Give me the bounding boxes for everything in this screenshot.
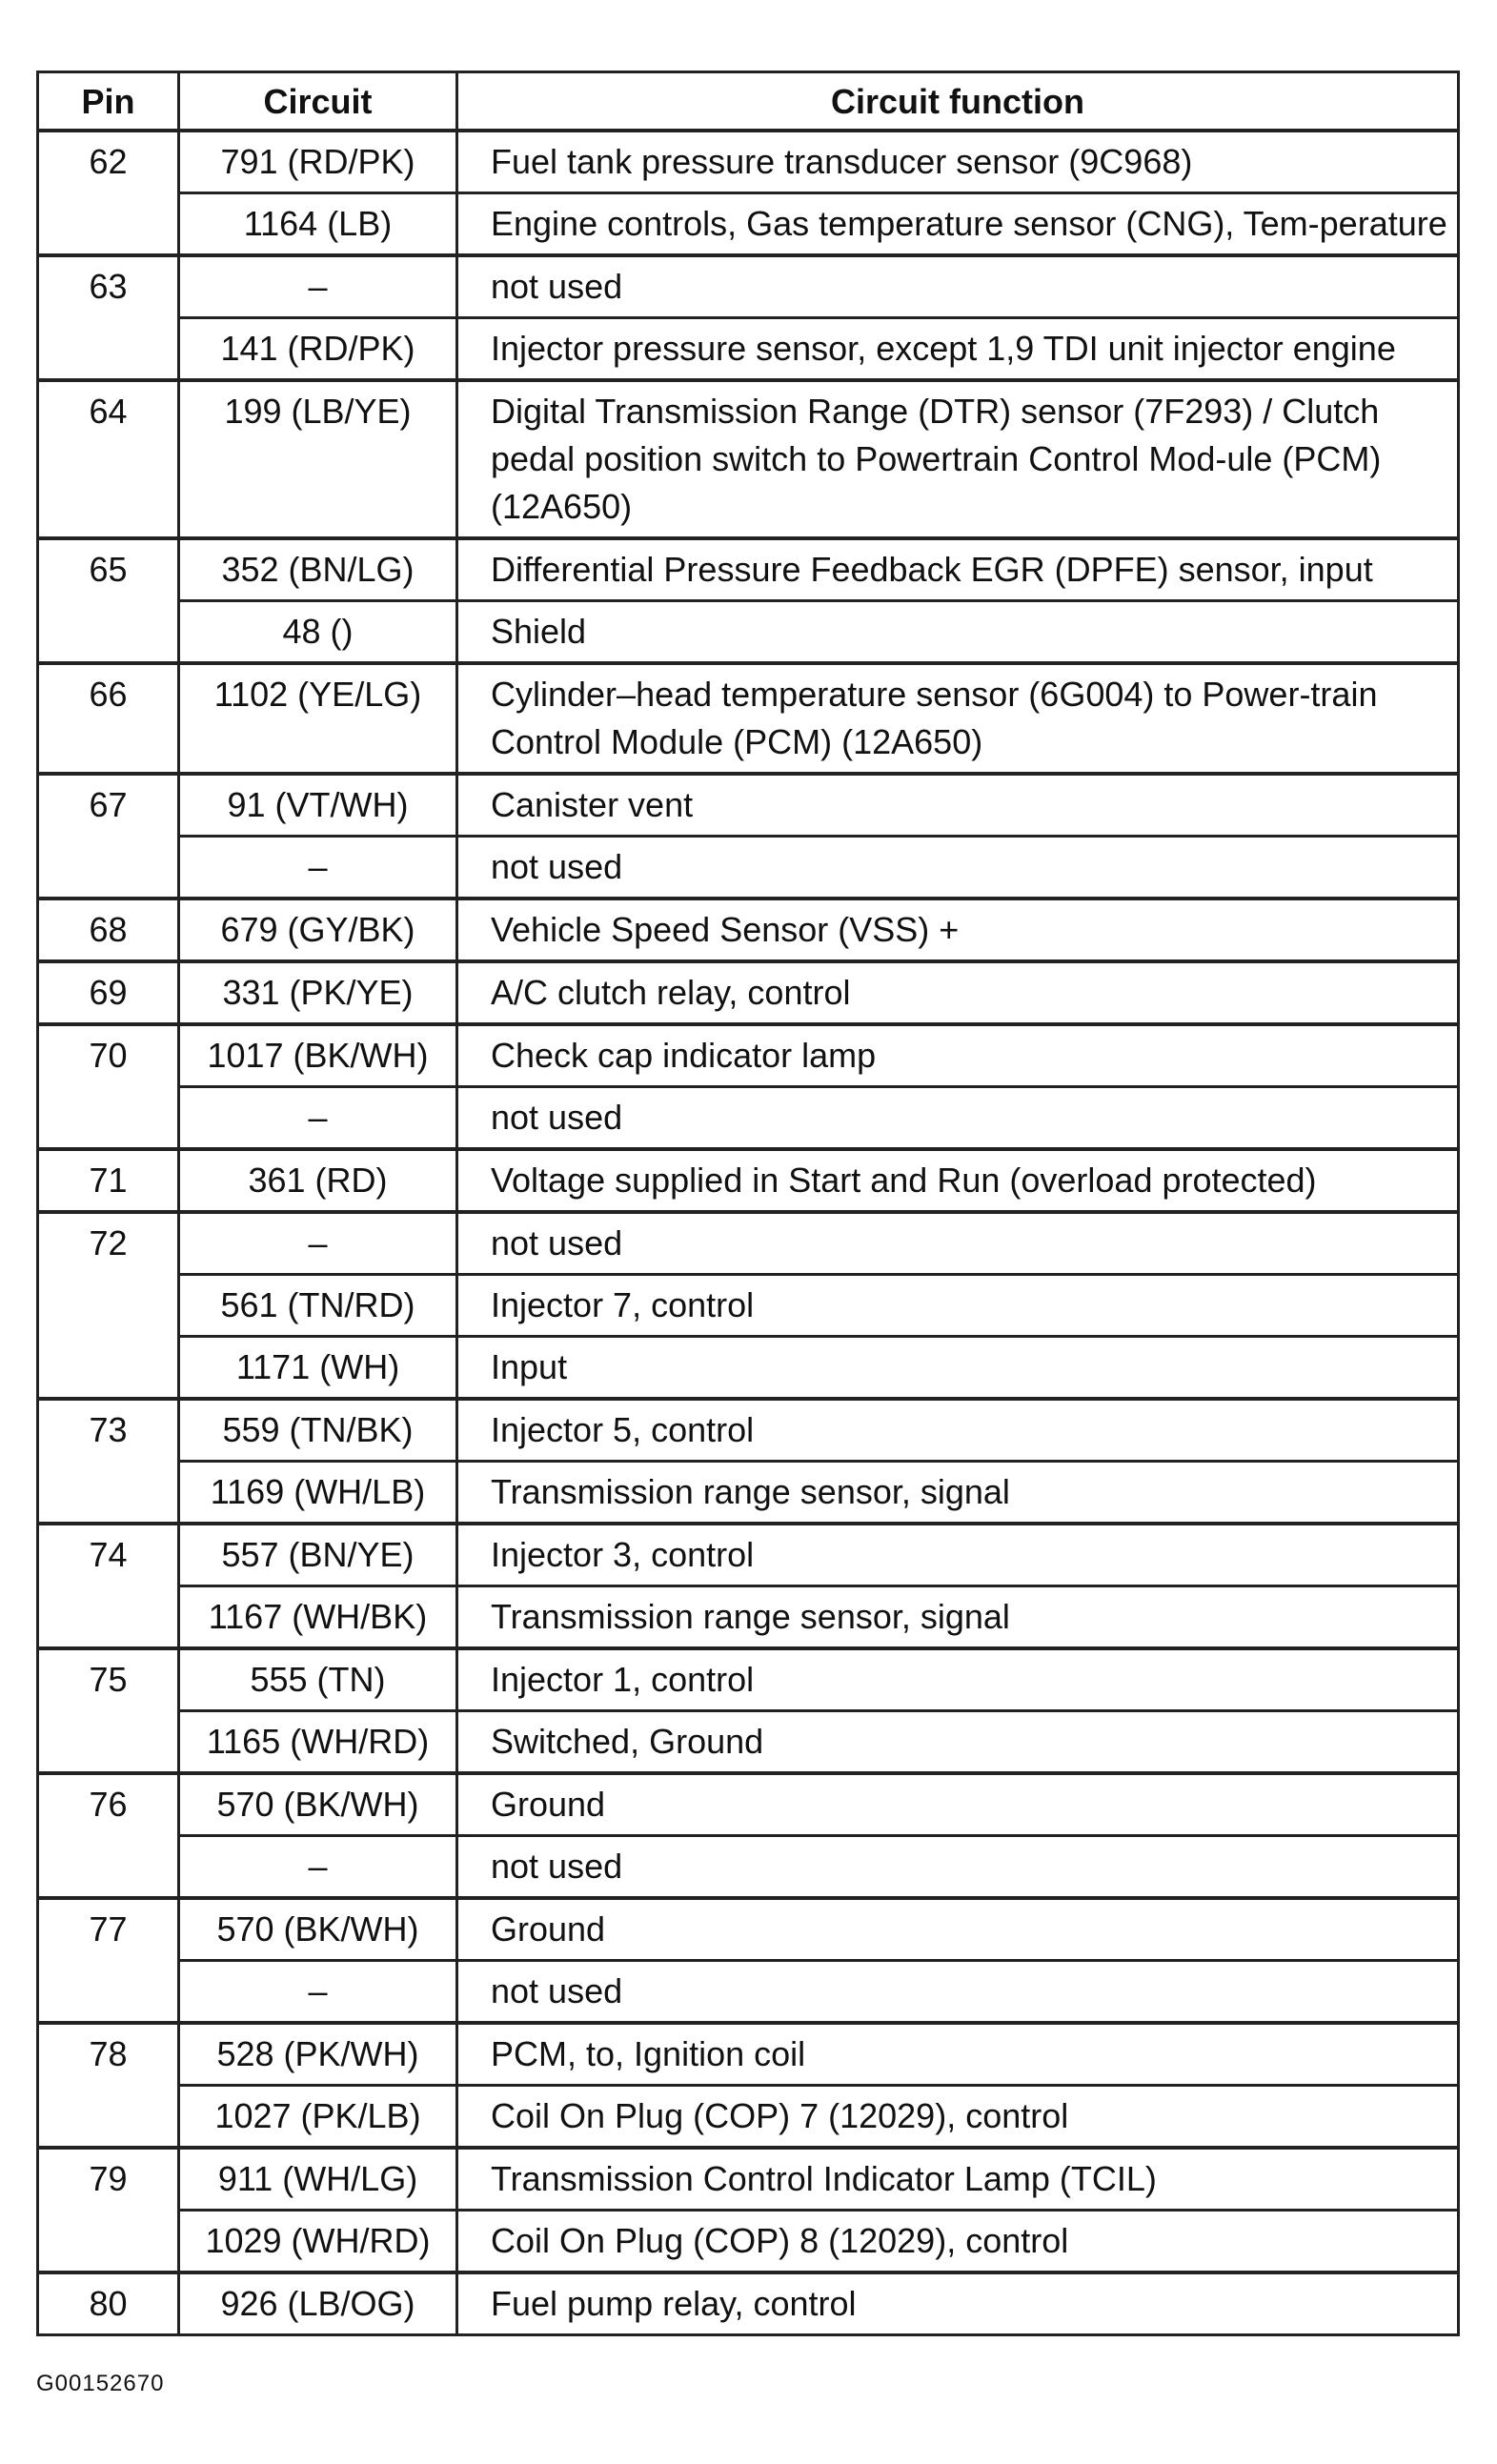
table-row bbox=[38, 2148, 1459, 2211]
circuit-code: 570 (BK/WH) bbox=[179, 1773, 457, 1836]
table-row bbox=[38, 961, 1459, 1024]
circuit-code: 1102 (YE/LG) bbox=[179, 663, 457, 774]
pin-number: 80 bbox=[38, 2272, 179, 2335]
circuit-code: – bbox=[179, 1212, 457, 1275]
table-row bbox=[38, 538, 1459, 601]
circuit-code: 559 (TN/BK) bbox=[179, 1399, 457, 1462]
table-row bbox=[38, 899, 1459, 961]
circuit-function: Engine controls, Gas temperature sensor (CNG), Tem-perature bbox=[457, 193, 1459, 256]
table-row bbox=[38, 1836, 1459, 1899]
circuit-function: not used bbox=[457, 255, 1459, 318]
pin-assignment-table bbox=[36, 71, 1460, 2336]
table-row bbox=[38, 1773, 1459, 1836]
table-row bbox=[38, 1898, 1459, 1961]
table-row bbox=[38, 2272, 1459, 2335]
circuit-code: 557 (BN/YE) bbox=[179, 1524, 457, 1586]
circuit-function: Check cap indicator lamp bbox=[457, 1024, 1459, 1087]
circuit-function: Injector 1, control bbox=[457, 1648, 1459, 1711]
table-row bbox=[38, 1648, 1459, 1711]
table-row bbox=[38, 1087, 1459, 1150]
pin-number: 67 bbox=[38, 774, 179, 899]
pin-number: 78 bbox=[38, 2023, 179, 2148]
table-row bbox=[38, 1711, 1459, 1774]
circuit-function: Differential Pressure Feedback EGR (DPFE) sensor, input bbox=[457, 538, 1459, 601]
circuit-function: Injector 7, control bbox=[457, 1275, 1459, 1337]
pin-number: 65 bbox=[38, 538, 179, 663]
table-row bbox=[38, 663, 1459, 774]
circuit-code: – bbox=[179, 1087, 457, 1150]
table-row bbox=[38, 2023, 1459, 2086]
table-row bbox=[38, 131, 1459, 193]
circuit-code: 911 (WH/LG) bbox=[179, 2148, 457, 2211]
circuit-code: 555 (TN) bbox=[179, 1648, 457, 1711]
circuit-code: 926 (LB/OG) bbox=[179, 2272, 457, 2335]
pin-number: 66 bbox=[38, 663, 179, 774]
header-pin: Pin bbox=[38, 72, 179, 131]
pin-number: 64 bbox=[38, 380, 179, 538]
table-row bbox=[38, 1399, 1459, 1462]
circuit-function: Injector 5, control bbox=[457, 1399, 1459, 1462]
circuit-function: Transmission Control Indicator Lamp (TCIL) bbox=[457, 2148, 1459, 2211]
table-row bbox=[38, 837, 1459, 899]
circuit-code: 528 (PK/WH) bbox=[179, 2023, 457, 2086]
table-row bbox=[38, 1149, 1459, 1212]
circuit-code: 199 (LB/YE) bbox=[179, 380, 457, 538]
circuit-function: Coil On Plug (COP) 8 (12029), control bbox=[457, 2211, 1459, 2273]
circuit-function: Injector pressure sensor, except 1,9 TDI unit injector engine bbox=[457, 318, 1459, 381]
circuit-code: 679 (GY/BK) bbox=[179, 899, 457, 961]
circuit-function: Voltage supplied in Start and Run (overload protected) bbox=[457, 1149, 1459, 1212]
circuit-code: 1027 (PK/LB) bbox=[179, 2086, 457, 2149]
header-row bbox=[38, 72, 1459, 131]
table-row bbox=[38, 1212, 1459, 1275]
table-row bbox=[38, 255, 1459, 318]
pin-number: 63 bbox=[38, 255, 179, 380]
circuit-function: Fuel pump relay, control bbox=[457, 2272, 1459, 2335]
pin-number: 68 bbox=[38, 899, 179, 961]
table-row bbox=[38, 380, 1459, 538]
circuit-function: Input bbox=[457, 1337, 1459, 1400]
pin-number: 71 bbox=[38, 1149, 179, 1212]
circuit-function: Injector 3, control bbox=[457, 1524, 1459, 1586]
pin-number: 62 bbox=[38, 131, 179, 255]
circuit-code: 48 () bbox=[179, 601, 457, 664]
header-circuit-function: Circuit function bbox=[457, 72, 1459, 131]
circuit-function: PCM, to, Ignition coil bbox=[457, 2023, 1459, 2086]
table-row bbox=[38, 1275, 1459, 1337]
circuit-function: not used bbox=[457, 1087, 1459, 1150]
circuit-function: Fuel tank pressure transducer sensor (9C968) bbox=[457, 131, 1459, 193]
circuit-function: A/C clutch relay, control bbox=[457, 961, 1459, 1024]
circuit-code: 361 (RD) bbox=[179, 1149, 457, 1212]
circuit-code: 1164 (LB) bbox=[179, 193, 457, 256]
table-row bbox=[38, 1524, 1459, 1586]
pin-table-body bbox=[38, 131, 1459, 2335]
circuit-code: – bbox=[179, 837, 457, 899]
table-row bbox=[38, 1961, 1459, 2024]
circuit-function: Canister vent bbox=[457, 774, 1459, 837]
circuit-code: – bbox=[179, 1961, 457, 2024]
circuit-code: 91 (VT/WH) bbox=[179, 774, 457, 837]
circuit-code: – bbox=[179, 255, 457, 318]
table-row bbox=[38, 2211, 1459, 2273]
circuit-function: Transmission range sensor, signal bbox=[457, 1586, 1459, 1649]
circuit-function: not used bbox=[457, 837, 1459, 899]
circuit-function: Cylinder–head temperature sensor (6G004) to Power-train Control Module (PCM) (12A650) bbox=[457, 663, 1459, 774]
circuit-code: 791 (RD/PK) bbox=[179, 131, 457, 193]
circuit-function: Transmission range sensor, signal bbox=[457, 1462, 1459, 1525]
circuit-function: Ground bbox=[457, 1898, 1459, 1961]
circuit-function: not used bbox=[457, 1212, 1459, 1275]
circuit-code: 1017 (BK/WH) bbox=[179, 1024, 457, 1087]
pin-number: 69 bbox=[38, 961, 179, 1024]
header-circuit: Circuit bbox=[179, 72, 457, 131]
circuit-function: Shield bbox=[457, 601, 1459, 664]
circuit-code: – bbox=[179, 1836, 457, 1899]
circuit-code: 1169 (WH/LB) bbox=[179, 1462, 457, 1525]
circuit-code: 141 (RD/PK) bbox=[179, 318, 457, 381]
pin-number: 77 bbox=[38, 1898, 179, 2023]
pin-number: 76 bbox=[38, 1773, 179, 1898]
figure-code: G00152670 bbox=[36, 2371, 165, 2396]
pin-number: 70 bbox=[38, 1024, 179, 1149]
circuit-code: 570 (BK/WH) bbox=[179, 1898, 457, 1961]
table-row bbox=[38, 1024, 1459, 1087]
circuit-function: not used bbox=[457, 1836, 1459, 1899]
circuit-code: 352 (BN/LG) bbox=[179, 538, 457, 601]
table-row bbox=[38, 601, 1459, 664]
circuit-code: 1167 (WH/BK) bbox=[179, 1586, 457, 1649]
pin-number: 73 bbox=[38, 1399, 179, 1524]
circuit-function: Switched, Ground bbox=[457, 1711, 1459, 1774]
circuit-function: Ground bbox=[457, 1773, 1459, 1836]
table-row bbox=[38, 2086, 1459, 2149]
circuit-function: Digital Transmission Range (DTR) sensor (7F293) / Clutch pedal position switch to Powertrain Control Mod-ule (PCM) (12A650) bbox=[457, 380, 1459, 538]
table-row bbox=[38, 318, 1459, 381]
pin-number: 72 bbox=[38, 1212, 179, 1399]
pin-number: 79 bbox=[38, 2148, 179, 2272]
pin-number: 74 bbox=[38, 1524, 179, 1648]
circuit-code: 1029 (WH/RD) bbox=[179, 2211, 457, 2273]
table-row bbox=[38, 1337, 1459, 1400]
circuit-function: not used bbox=[457, 1961, 1459, 2024]
circuit-code: 331 (PK/YE) bbox=[179, 961, 457, 1024]
table-row bbox=[38, 1462, 1459, 1525]
circuit-code: 561 (TN/RD) bbox=[179, 1275, 457, 1337]
table-row bbox=[38, 193, 1459, 256]
circuit-function: Coil On Plug (COP) 7 (12029), control bbox=[457, 2086, 1459, 2149]
pin-number: 75 bbox=[38, 1648, 179, 1773]
circuit-function: Vehicle Speed Sensor (VSS) + bbox=[457, 899, 1459, 961]
table-row bbox=[38, 1586, 1459, 1649]
circuit-code: 1171 (WH) bbox=[179, 1337, 457, 1400]
table-row bbox=[38, 774, 1459, 837]
circuit-code: 1165 (WH/RD) bbox=[179, 1711, 457, 1774]
